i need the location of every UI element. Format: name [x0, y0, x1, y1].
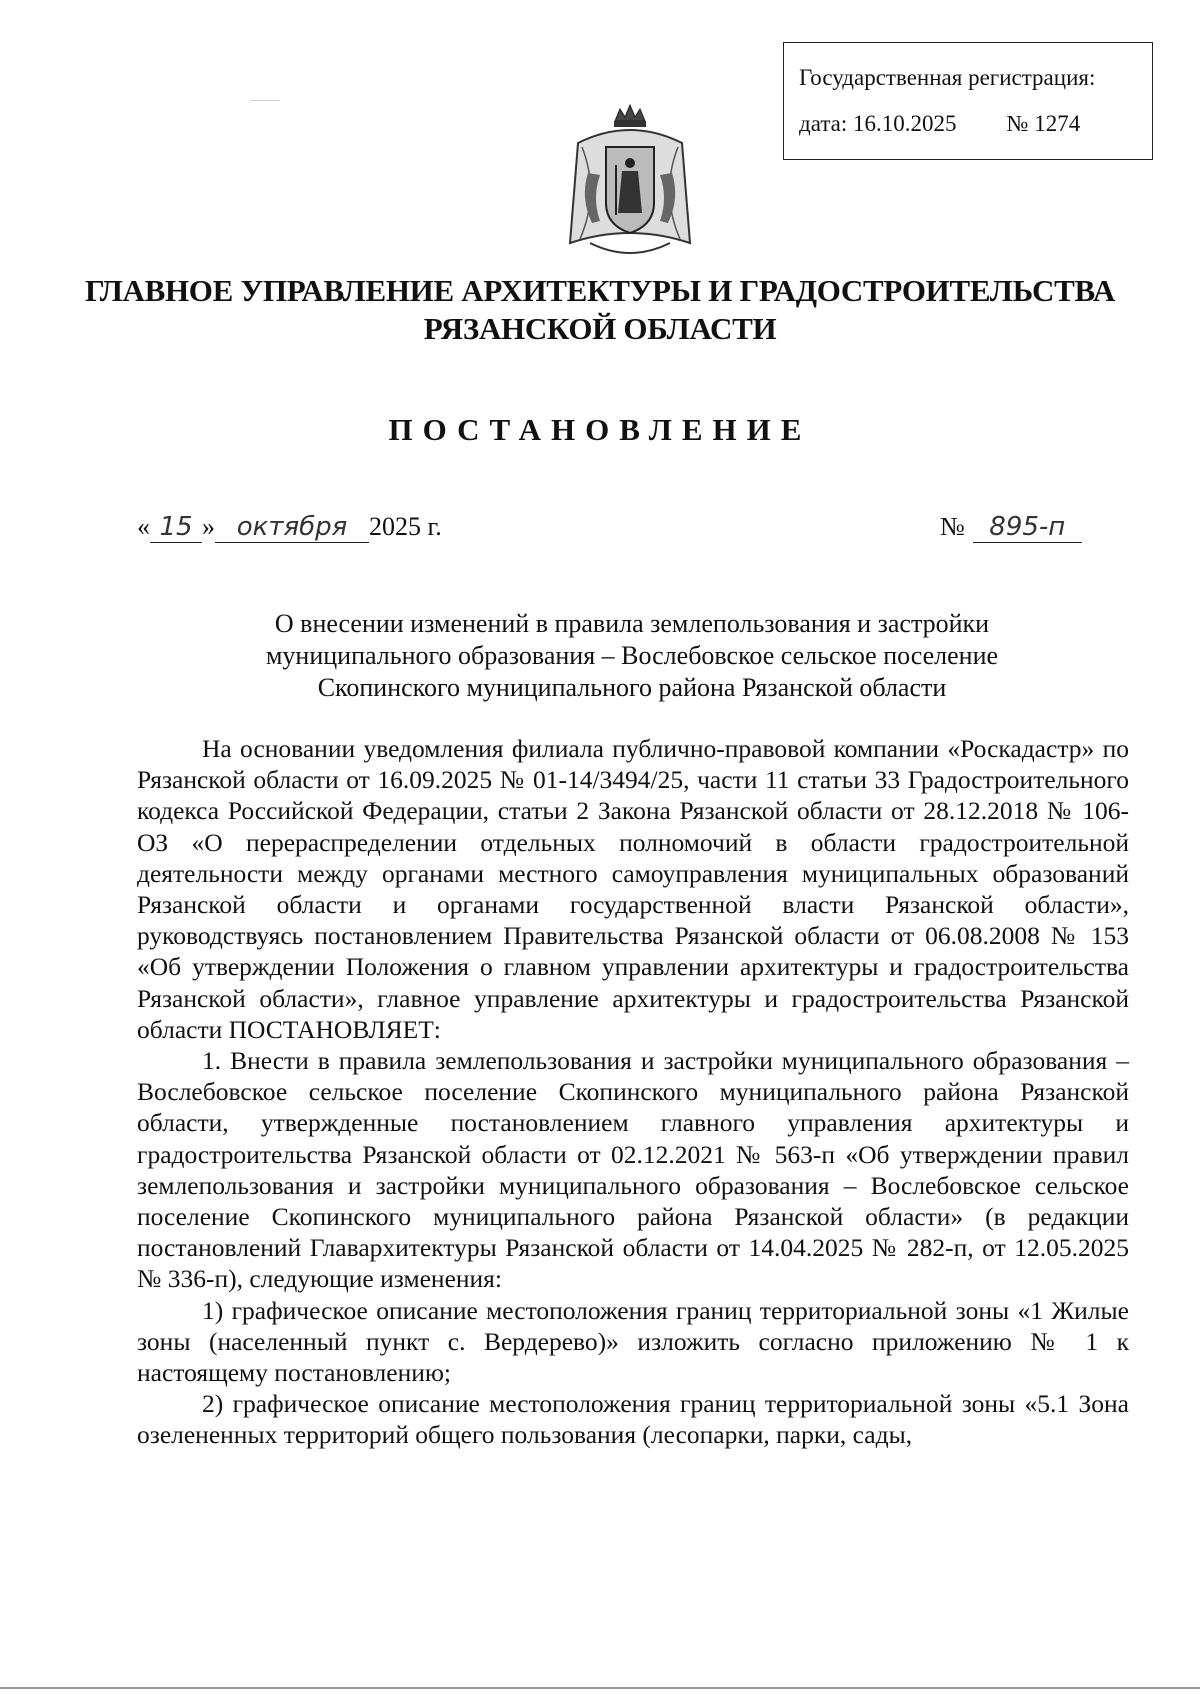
registration-title: Государственная регистрация: [799, 65, 1096, 90]
document-number [940, 512, 1082, 543]
page-bottom-edge [0, 1687, 1200, 1689]
subject-line2: муниципального образования – Вослебовское сельское поселение [265, 641, 999, 670]
document-subject [137, 608, 1127, 704]
subject-line1: О внесении изменений в правила землепользования и застройки [274, 609, 990, 638]
registration-date: дата: 16.10.2025 [799, 111, 957, 136]
document-date [137, 512, 442, 543]
department-title-line2: РЯЗАНСКОЙ ОБЛАСТИ [423, 311, 777, 346]
ryazan-coat-of-arms-icon [560, 103, 700, 263]
subject-line3: Скопинского муниципального района Рязанской области [317, 673, 947, 702]
number-value-handwritten: 895-п [973, 512, 1082, 543]
date-month-handwritten: октября [215, 512, 369, 543]
date-open-quote: « [137, 512, 150, 541]
body-paragraph-preamble: На основании уведомления филиала публично-правовой компании «Роскадастр» по Рязанской области от 16.09.2025 № 01-14/3494/25, части 11 статьи 33 Градостроительного кодекса Российской Федерации, статьи 2 Закона Рязанской области от 28.12.2018 № 106-ОЗ «О перераспределении отдельных полномочий в области градостроительной деятельности между органами местного самоуправления муниципальных образований Рязанской области и органами государственной власти Рязанской области», руководствуясь постановлением Правительства Рязанской области от 06.08.2008 № 153 «Об утверждении Положения о главном управлении архитектуры и градостроительства Рязанской области», главное управление архитектуры и градостроительства Рязанской области ПОСТАНОВЛЯЕТ: [137, 734, 1129, 1044]
date-day-handwritten: 15 [150, 512, 202, 543]
body-paragraph-subitem-2: 2) графическое описание местоположения границ территориальной зоны «5.1 Зона озелененных территорий общего пользования (лесопарки, парки, сады, [137, 1389, 1129, 1450]
registration-stamp [783, 42, 1153, 160]
document-type-title: ПОСТАНОВЛЕНИЕ [388, 412, 812, 447]
date-year: 2025 г. [369, 512, 442, 541]
date-close-quote: » [202, 512, 215, 541]
registration-details [799, 111, 1080, 137]
body-paragraph-subitem-1: 1) графическое описание местоположения границ территориальной зоны «1 Жилые зоны (населенный пункт с. Вердерево)» изложить согласно приложению № 1 к настоящему постановлению; [137, 1295, 1129, 1388]
department-title [0, 272, 1200, 348]
number-label: № [940, 512, 965, 541]
document-body [137, 733, 1129, 1451]
department-title-line1: ГЛАВНОЕ УПРАВЛЕНИЕ АРХИТЕКТУРЫ И ГРАДОСТРОИТЕЛЬСТВА [84, 273, 1115, 308]
registration-number: № 1274 [1006, 111, 1081, 136]
scan-mark [250, 100, 280, 101]
body-paragraph-item-1: 1. Внести в правила землепользования и застройки муниципального образования – Вослебовское сельское поселение Скопинского муниципального района Рязанской области, утвержденные постановлением главного управления архитектуры и градостроительства Рязанской области от 02.12.2021 № 563-п «Об утверждении правил землепользования и застройки муниципального образования – Вослебовское сельское поселение Скопинского муниципального района Рязанской области» (в редакции постановлений Главархитектуры Рязанской области от 14.04.2025 № 282-п, от 12.05.2025 № 336-п), следующие изменения: [137, 1046, 1129, 1294]
